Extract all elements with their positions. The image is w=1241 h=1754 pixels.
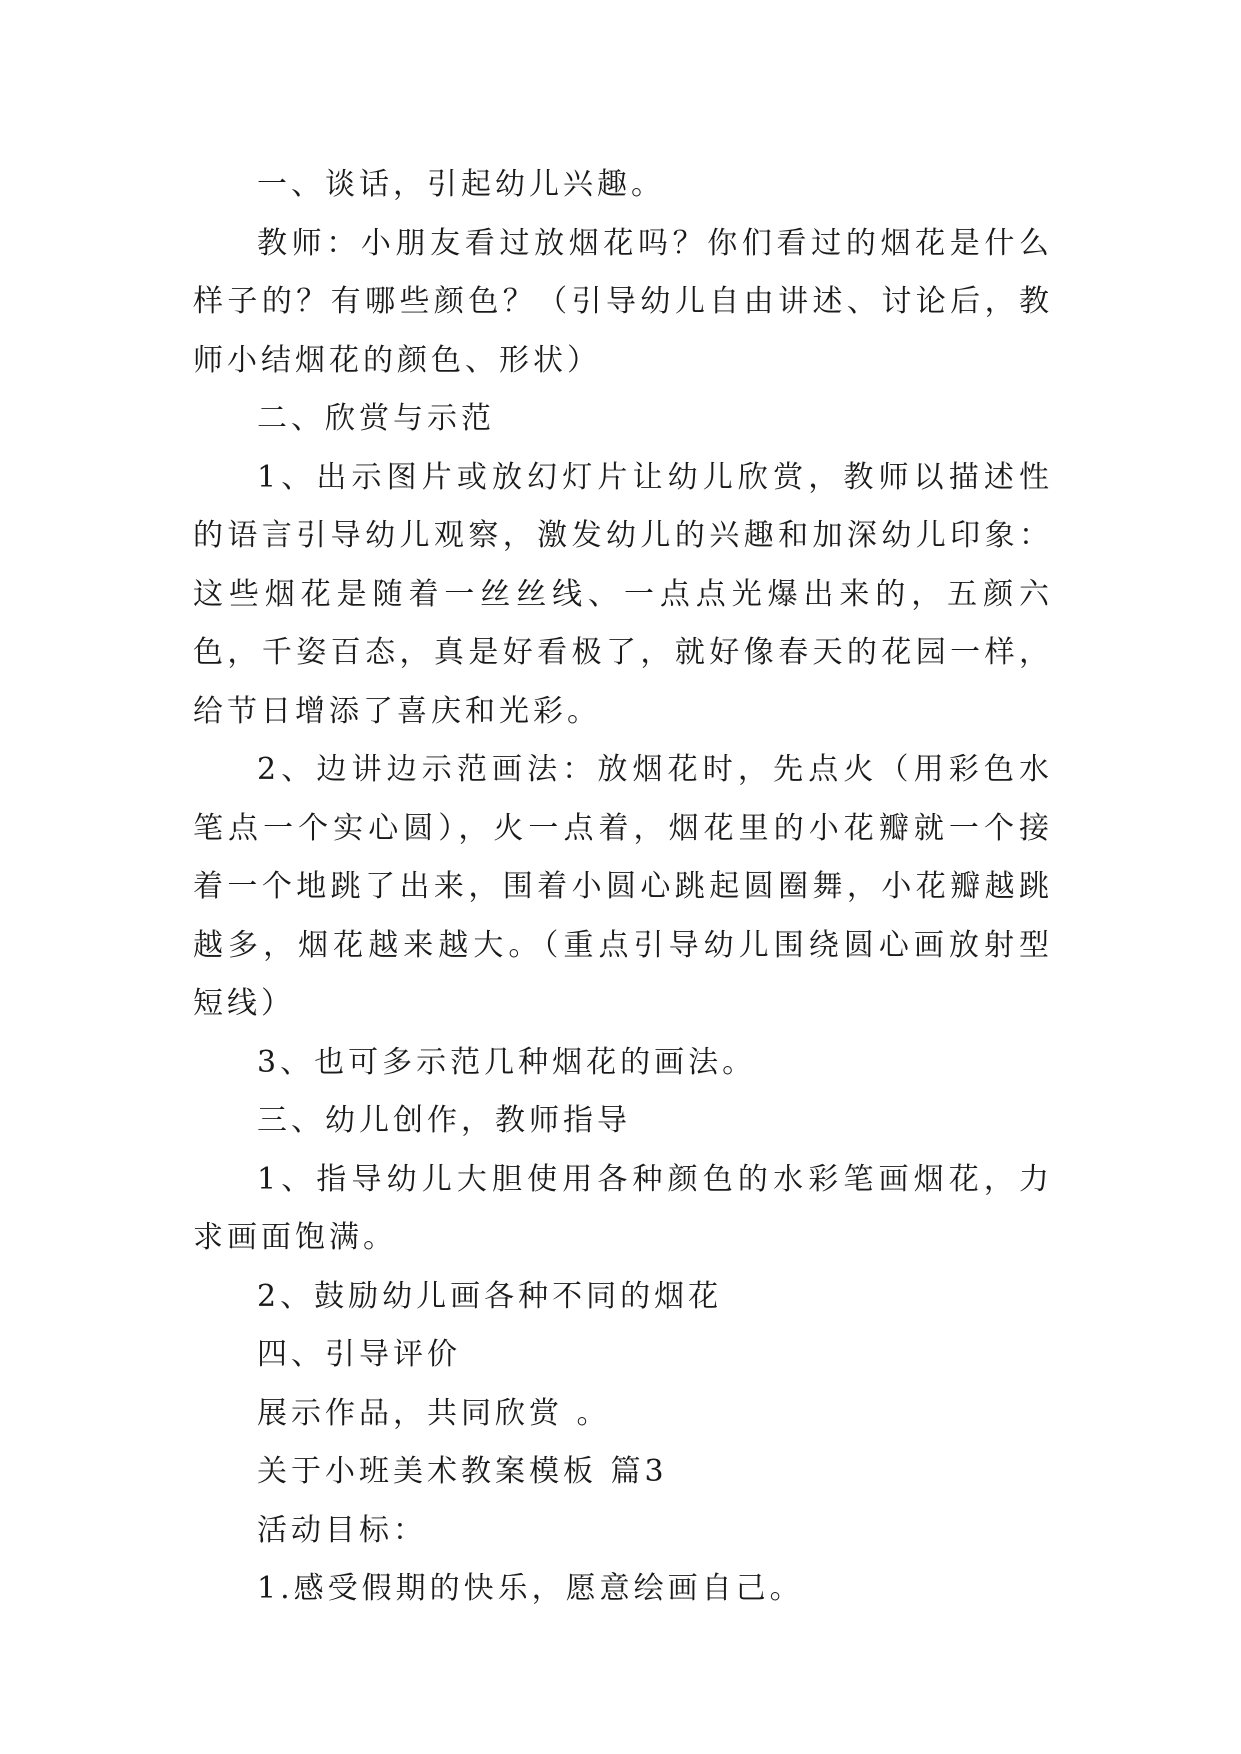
objectives-heading: 活动目标： bbox=[257, 1512, 427, 1548]
paragraph-step-2: 2、边讲边示范画法：放烟花时，先点火（用彩色水笔点一个实心圆），火一点着，烟花里的小花瓣就一个接着一个地跳了出来，围着小圆心跳起圆圈舞，小花瓣越跳越多，烟花越来越大。（重点引导幼儿围绕圆心画放射型短线） bbox=[193, 752, 1053, 1021]
document-body bbox=[193, 156, 1053, 1619]
paragraph-step-3: 3、也可多示范几种烟花的画法。 bbox=[257, 1044, 757, 1080]
section-heading-2: 二、欣赏与示范 bbox=[257, 401, 495, 436]
paragraph-guidance-1: 1、指导幼儿大胆使用各种颜色的水彩笔画烟花，力求画面饱满。 bbox=[193, 1161, 1053, 1255]
lesson-title: 关于小班美术教案模板 篇3 bbox=[257, 1454, 668, 1489]
section-heading-4: 四、引导评价 bbox=[257, 1337, 461, 1372]
paragraph-teacher-question: 教师：小朋友看过放烟花吗？你们看过的烟花是什么样子的？有哪些颜色？（引导幼儿自由讲述、讨论后，教师小结烟花的颜色、形状） bbox=[193, 225, 1053, 378]
objective-1: 1.感受假期的快乐，愿意绘画自己。 bbox=[257, 1571, 804, 1606]
paragraph-display: 展示作品，共同欣赏 。 bbox=[257, 1395, 611, 1431]
paragraph-guidance-2: 2、鼓励幼儿画各种不同的烟花 bbox=[257, 1278, 723, 1314]
section-heading-3: 三、幼儿创作，教师指导 bbox=[257, 1103, 631, 1138]
paragraph-step-1: 1、出示图片或放幻灯片让幼儿欣赏，教师以描述性的语言引导幼儿观察，激发幼儿的兴趣和加深幼儿印象：这些烟花是随着一丝丝线、一点点光爆出来的，五颜六色，千姿百态，真是好看极了，就好像春天的花园一样，给节日增添了喜庆和光彩。 bbox=[193, 459, 1053, 729]
section-heading-1: 一、谈话，引起幼儿兴趣。 bbox=[257, 167, 665, 202]
